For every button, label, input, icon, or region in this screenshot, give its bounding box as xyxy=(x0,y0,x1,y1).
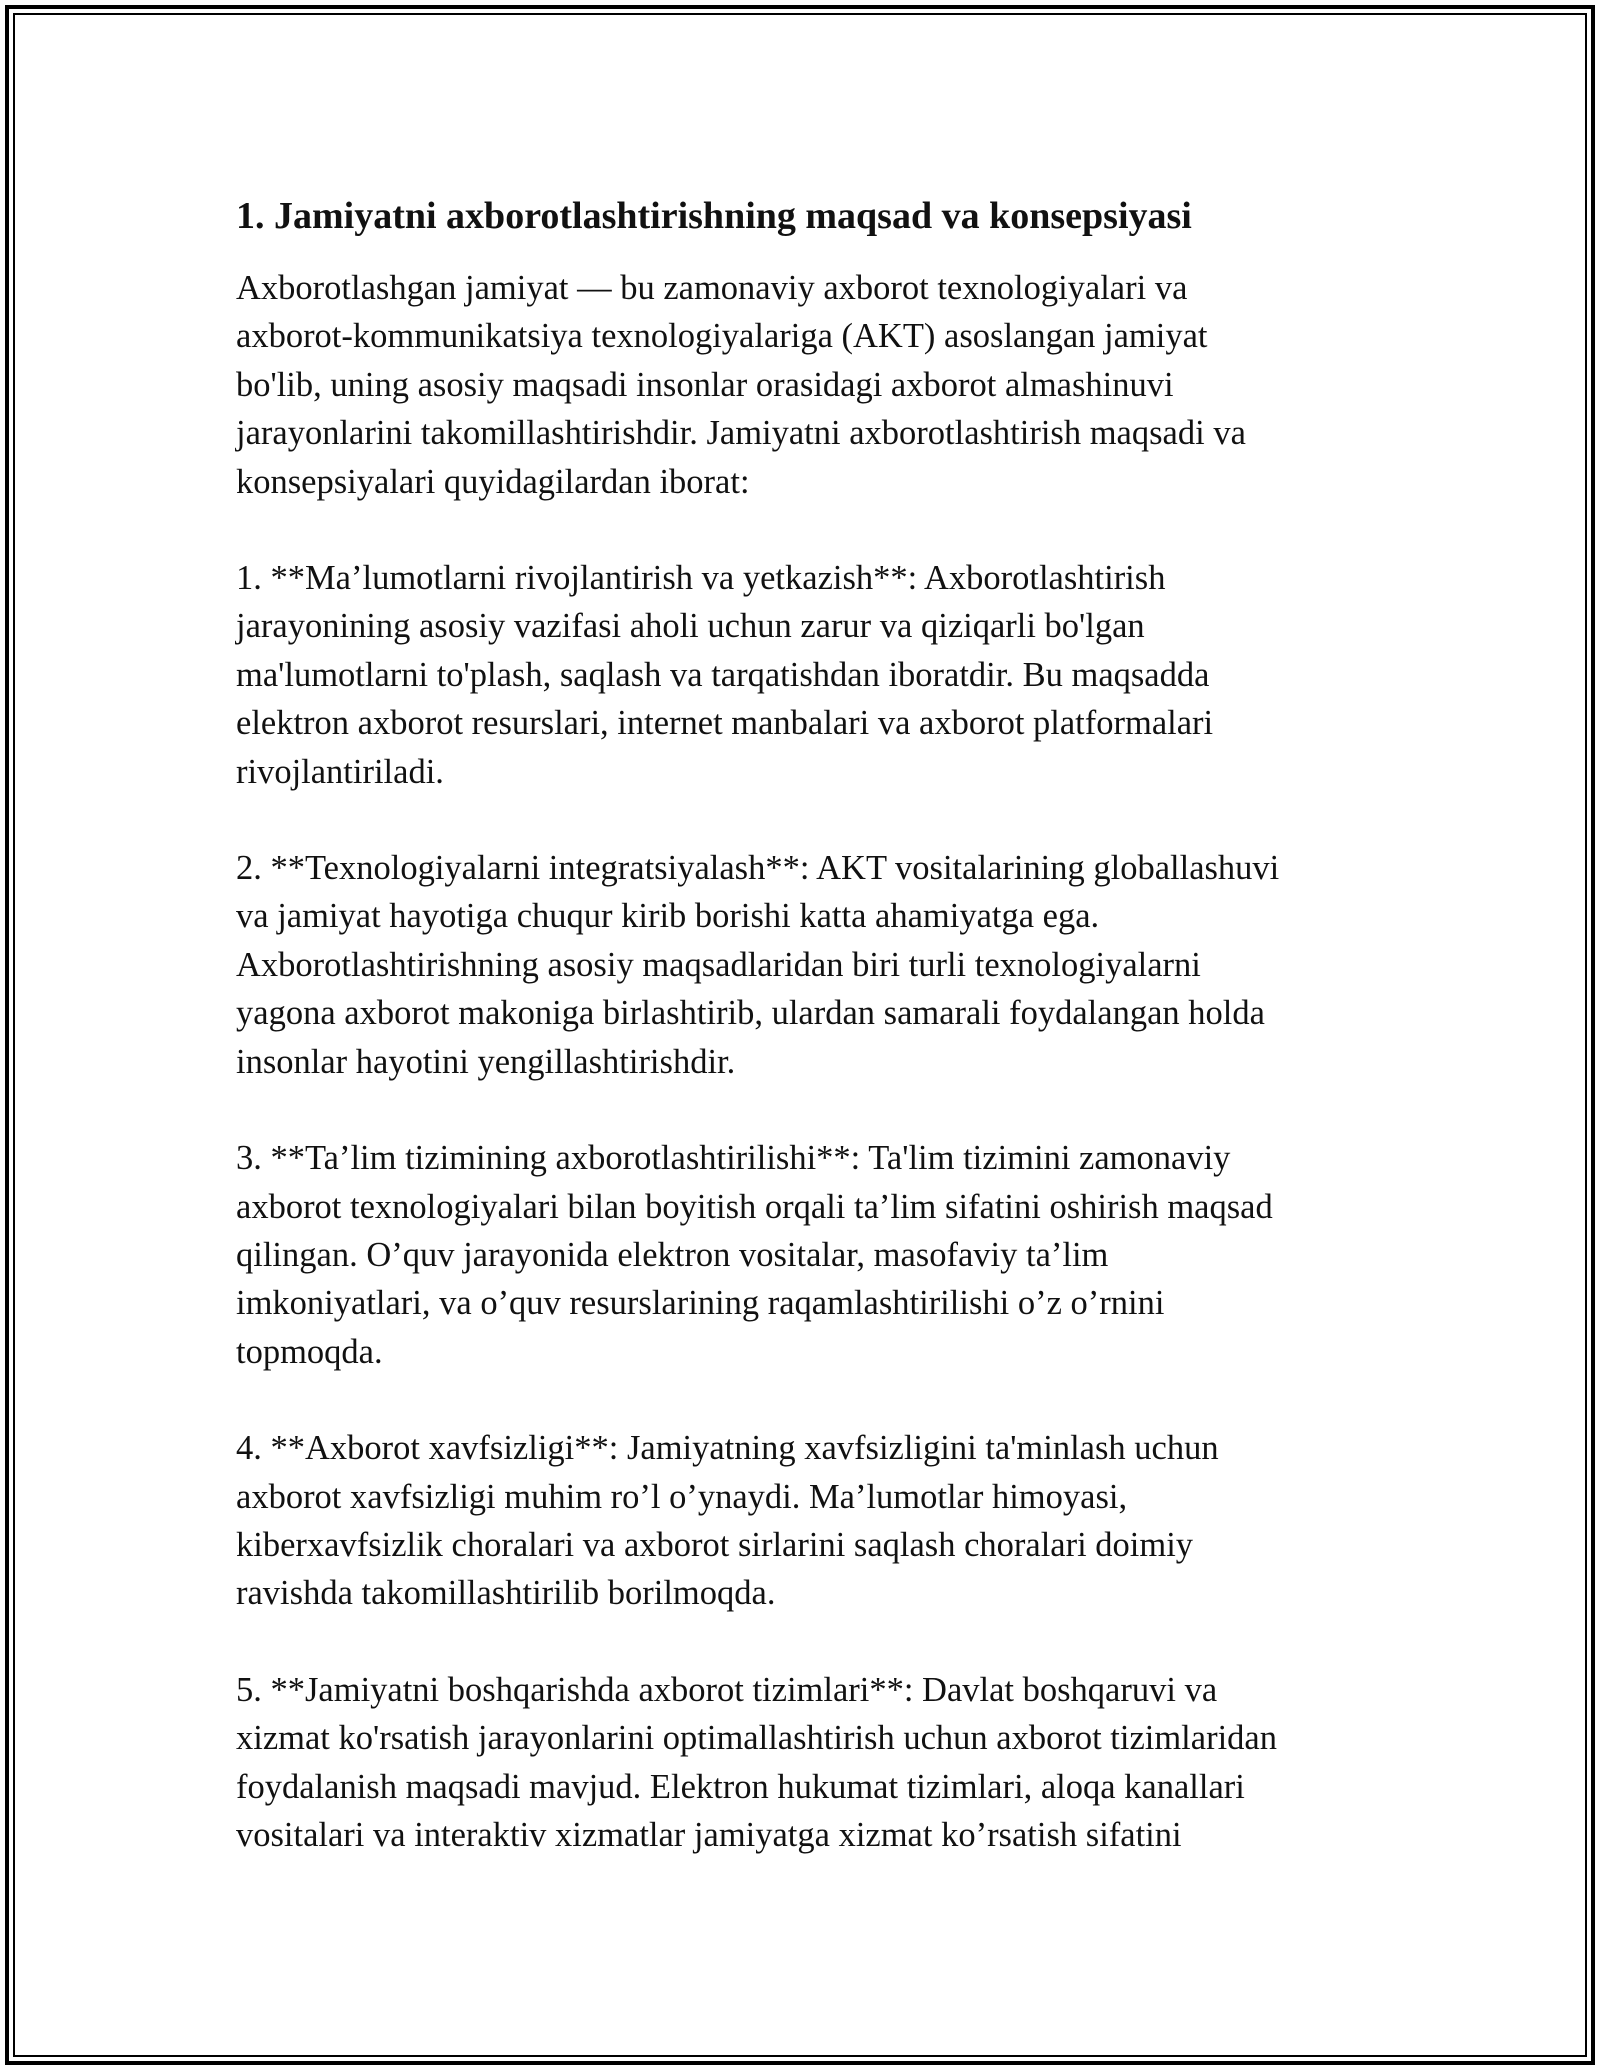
text-line: elektron axborot resurslari, internet manbalari va axborot platformalari xyxy=(236,704,1214,743)
text-line: 2. **Texnologiyalarni integratsiyalash**: AKT vositalarining globallashuvi xyxy=(236,849,1280,888)
text-line: Axborotlashtirishning asosiy maqsadlaridan biri turli texnologiyalarni xyxy=(236,945,1201,984)
text-line: ma'lumotlarni to'plash, saqlash va tarqatishdan iboratdir. Bu maqsadda xyxy=(236,655,1210,694)
list-item-1-paragraph xyxy=(236,554,1366,796)
text-line: imkoniyatlari, va o’quv resurslarining raqamlashtirilishi o’z o’rnini xyxy=(236,1284,1165,1323)
intro-paragraph xyxy=(236,264,1366,506)
text-line: axborot-kommunikatsiya texnologiyalariga (AKT) asoslangan jamiyat xyxy=(236,317,1208,356)
text-line: insonlar hayotini yengillashtirishdir. xyxy=(236,1042,736,1081)
text-line: yagona axborot makoniga birlashtirib, ulardan samarali foydalangan holda xyxy=(236,994,1265,1033)
list-item-3-paragraph xyxy=(236,1134,1366,1376)
text-line: jarayonlarini takomillashtirishdir. Jamiyatni axborotlashtirish maqsadi va xyxy=(236,414,1246,453)
text-line: bo'lib, uning asosiy maqsadi insonlar orasidagi axborot almashinuvi xyxy=(236,365,1174,404)
text-line: ravishda takomillashtirilib borilmoqda. xyxy=(236,1574,776,1613)
list-item-5-paragraph xyxy=(236,1666,1366,1860)
text-line: qilingan. O’quv jarayonida elektron vositalar, masofaviy ta’lim xyxy=(236,1235,1109,1274)
text-line: axborot xavfsizligi muhim ro’l o’ynaydi. Ma’lumotlar himoyasi, xyxy=(236,1477,1128,1516)
section-heading: 1. Jamiyatni axborotlashtirishning maqsad va konsepsiyasi xyxy=(236,195,1192,237)
text-line: kiberxavfsizlik choralari va axborot sirlarini saqlash choralari doimiy xyxy=(236,1525,1194,1564)
list-item-4-paragraph xyxy=(236,1424,1366,1618)
text-line: topmoqda. xyxy=(236,1332,383,1371)
text-line: foydalanish maqsadi mavjud. Elektron hukumat tizimlari, aloqa kanallari xyxy=(236,1767,1245,1806)
document-body xyxy=(236,186,1366,1907)
text-line: 4. **Axborot xavfsizligi**: Jamiyatning xavfsizligini ta'minlash uchun xyxy=(236,1429,1219,1468)
text-line: xizmat ko'rsatish jarayonlarini optimallashtirish uchun axborot tizimlaridan xyxy=(236,1719,1277,1758)
text-line: jarayonining asosiy vazifasi aholi uchun zarur va qiziqarli bo'lgan xyxy=(236,607,1145,646)
text-line: va jamiyat hayotiga chuqur kirib borishi katta ahamiyatga ega. xyxy=(236,897,1100,936)
text-line: 1. **Ma’lumotlarni rivojlantirish va yetkazish**: Axborotlashtirish xyxy=(236,559,1166,598)
text-line: vositalari va interaktiv xizmatlar jamiyatga xizmat ko’rsatish sifatini xyxy=(236,1815,1182,1854)
text-line: axborot texnologiyalari bilan boyitish orqali ta’lim sifatini oshirish maqsad xyxy=(236,1187,1273,1226)
text-line: rivojlantiriladi. xyxy=(236,752,444,791)
text-line: Axborotlashgan jamiyat — bu zamonaviy axborot texnologiyalari va xyxy=(236,269,1188,307)
text-line: 3. **Ta’lim tizimining axborotlashtirilishi**: Ta'lim tizimini zamonaviy xyxy=(236,1139,1231,1178)
text-line: 5. **Jamiyatni boshqarishda axborot tizimlari**: Davlat boshqaruvi va xyxy=(236,1670,1218,1709)
text-line: konsepsiyalari quyidagilardan iborat: xyxy=(236,462,750,501)
list-item-2-paragraph xyxy=(236,844,1366,1086)
